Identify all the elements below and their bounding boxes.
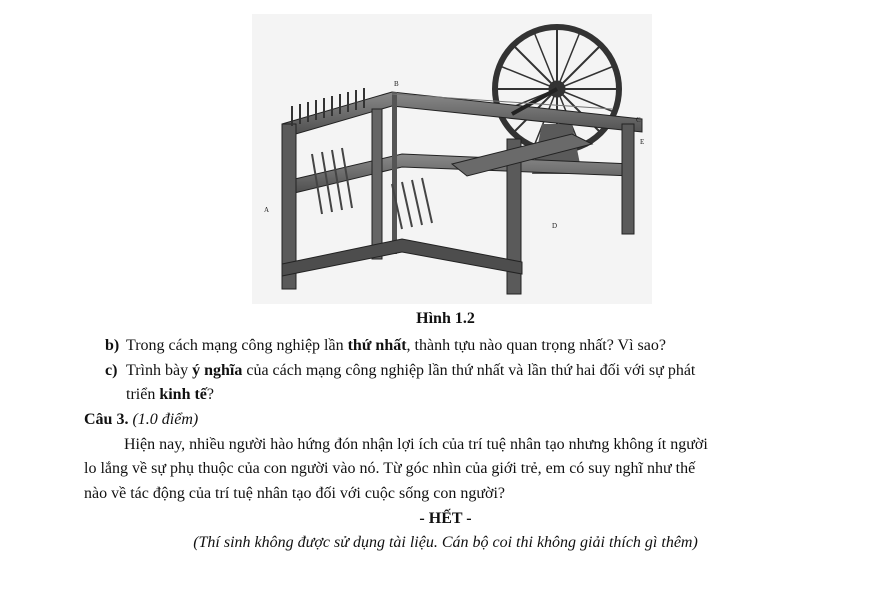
question-3-line-3: nào về tác động của trí tuệ nhân tạo đối với cuộc sống con người?: [84, 485, 506, 502]
question-b-text-1: Trong cách mạng công nghiệp lần: [126, 337, 348, 354]
question-c-text-2: của cách mạng công nghiệp lần thứ nhất và lần thứ hai đối với sự phát: [242, 362, 696, 379]
question-c-text-1: Trình bày: [126, 362, 193, 379]
question-b: [105, 334, 845, 357]
figure-label-b: B: [394, 80, 399, 88]
spinning-jenny-illustration: [252, 14, 652, 304]
figure-label-c: C: [636, 116, 641, 124]
question-b-bold: thứ nhất: [347, 337, 407, 354]
end-marker: - HẾT -: [419, 510, 472, 527]
question-c-text-4: ?: [206, 386, 215, 403]
spinning-jenny-figure: [252, 14, 652, 304]
figure-caption: Hình 1.2: [416, 310, 475, 327]
question-3-line-2: lo lắng về sự phụ thuộc của con người vào nó. Từ góc nhìn của giới trẻ, em có suy nghĩ như thế: [84, 460, 696, 477]
question-b-text-2: , thành tựu nào quan trọng nhất? Vì sao?: [406, 337, 666, 354]
figure-label-d: D: [552, 222, 558, 230]
question-c-marker: c): [105, 362, 118, 379]
question-3-title: Câu 3.: [84, 411, 129, 428]
question-c: [105, 359, 845, 406]
exam-note: (Thí sinh không được sử dụng tài liệu. Cán bộ coi thi không giải thích gì thêm): [193, 534, 698, 551]
figure-label-a: A: [264, 206, 270, 214]
question-c-bold-2: kinh tế: [159, 386, 207, 403]
figure-label-e: E: [640, 138, 645, 146]
question-3-line-1: Hiện nay, nhiều người hào hứng đón nhận lợi ích của trí tuệ nhân tạo nhưng không ít người: [124, 436, 708, 453]
question-c-text-3: triển: [126, 386, 160, 403]
question-3-points: (1.0 điểm): [132, 411, 199, 428]
question-c-bold-1: ý nghĩa: [192, 362, 243, 379]
question-b-marker: b): [105, 337, 120, 354]
question-3-heading: [84, 408, 198, 431]
